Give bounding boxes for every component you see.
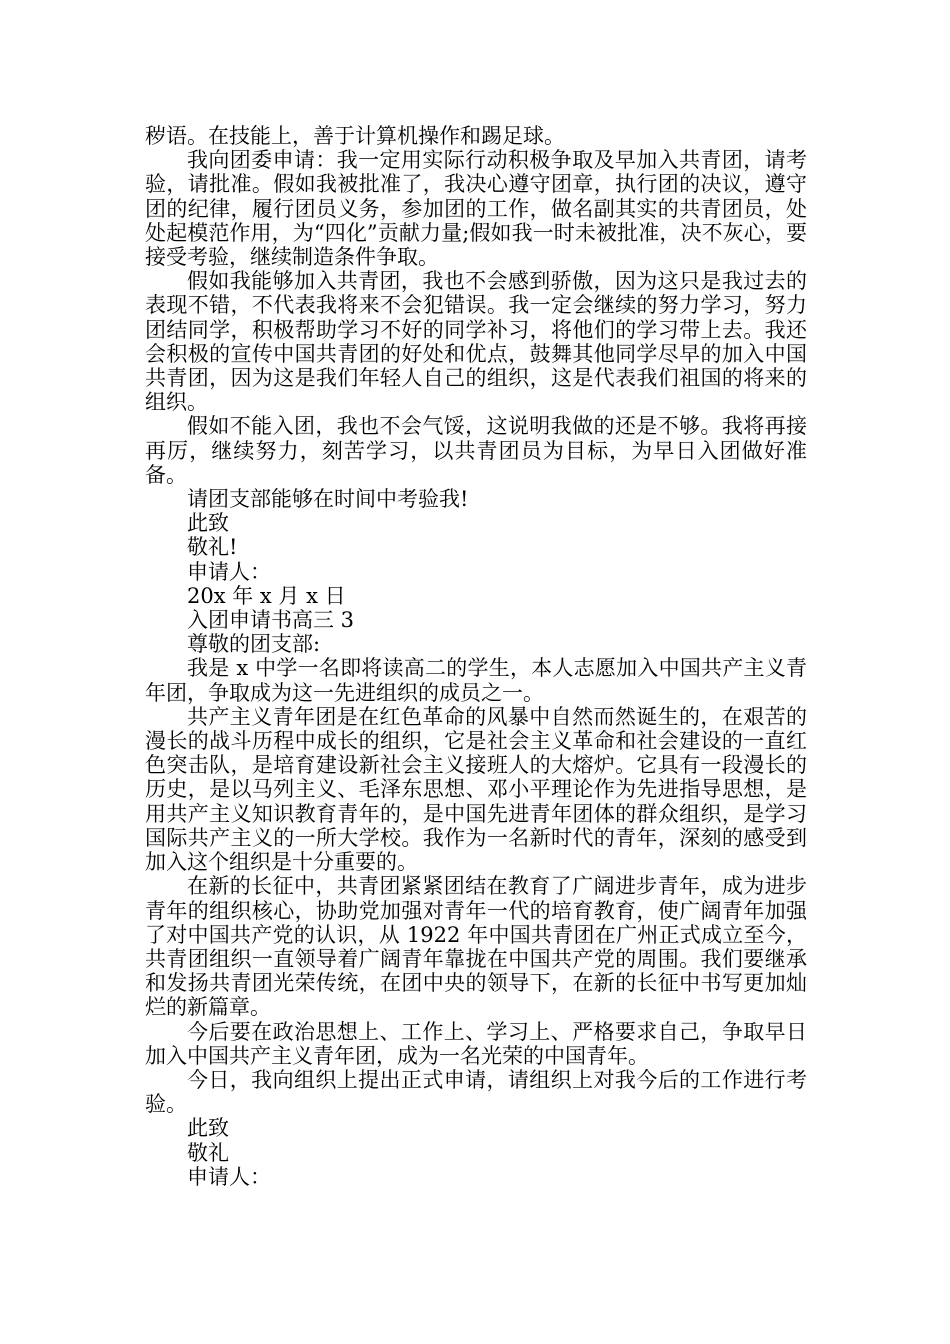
closing-cizhi: 此致 (187, 511, 229, 536)
closing-jingli-2: 敬礼 (187, 1140, 229, 1165)
paragraph-league-history: 共产主义青年团是在红色革命的风暴中自然而然诞生的，在艰苦的漫长的战斗历程中成长的组织，它是社会主义革命和社会建设的一直红色突击队，是培育建设新社会主义接班人的大熔炉。它具有一段漫长的历史，是以马列主义、毛泽东思想、邓小平理论作为先进指导思想，是用共产主义知识教育青年的，是中国先进青年团体的群众组织，是学习国际共产主义的一所大学校。我作为一名新时代的青年，深刻的感受到加入这个组织是十分重要的。 (145, 704, 807, 875)
paragraph-formal-request: 今日，我向组织上提出正式申请，请组织上对我今后的工作进行考验。 (145, 1067, 807, 1117)
paragraph-if-accepted: 假如我能够加入共青团，我也不会感到骄傲，因为这只是我过去的表现不错，不代表我将来不会犯错误。我一定会继续的努力学习，努力团结同学，积极帮助学习不好的同学补习，将他们的学习带上去。我还会积极的宣传中国共青团的好处和优点，鼓舞其他同学尽早的加入中国共青团，因为这是我们年轻人自己的组织，这是代表我们祖国的将来的组织。 (145, 269, 807, 415)
closing-cizhi-2: 此致 (187, 1116, 229, 1141)
paragraph-request: 请团支部能够在时间中考验我! (187, 487, 469, 512)
signature-applicant: 申请人： (187, 559, 271, 584)
paragraph-if-rejected: 假如不能入团，我也不会气馁，这说明我做的还是不够。我将再接再厉，继续努力，刻苦学习，以共青团员为目标，为早日入团做好准备。 (145, 414, 807, 487)
salutation: 尊敬的团支部: (187, 632, 321, 657)
paragraph-application-pledge: 我向团委申请：我一定用实际行动积极争取及早加入共青团，请考验，请批准。假如我被批准了，我决心遵守团章，执行团的决议，遵守团的纪律，履行团员义务，参加团的工作，做名副其实的共青团员，处处起模范作用，为“四化”贡献力量;假如我一时未被批准，决不灰心，要接受考验，继续制造条件争取。 (145, 148, 807, 270)
closing-jingli: 敬礼! (187, 535, 238, 560)
paragraph-intro: 我是 x 中学一名即将读高二的学生，本人志愿加入中国共产主义青年团，争取成为这一先进组织的成员之一。 (145, 656, 807, 705)
document-page (145, 124, 807, 1189)
section-heading: 入团申请书高三 3 (187, 608, 355, 633)
signature-applicant-2: 申请人： (187, 1164, 271, 1189)
signature-date: 20x 年 x 月 x 日 (187, 583, 346, 608)
paragraph-continuation: 秽语。在技能上，善于计算机操作和踢足球。 (145, 124, 565, 148)
paragraph-long-march: 在新的长征中，共青团紧紧团结在教育了广阔进步青年，成为进步青年的组织核心，协助党加强对青年一代的培育教育，使广阔青年加强了对中国共产党的认识，从 1922 年中国共青团在广州正式成立至今，共青团组织一直领导着广阔青年靠拢在中国共产党的周围。我们要继承和发扬共青团光荣传统，在团中央的领导下，在新的长征中书写更加灿烂的新篇章。 (145, 874, 807, 1020)
paragraph-commitment: 今后要在政治思想上、工作上、学习上、严格要求自己，争取早日加入中国共产主义青年团，成为一名光荣的中国青年。 (145, 1019, 807, 1068)
